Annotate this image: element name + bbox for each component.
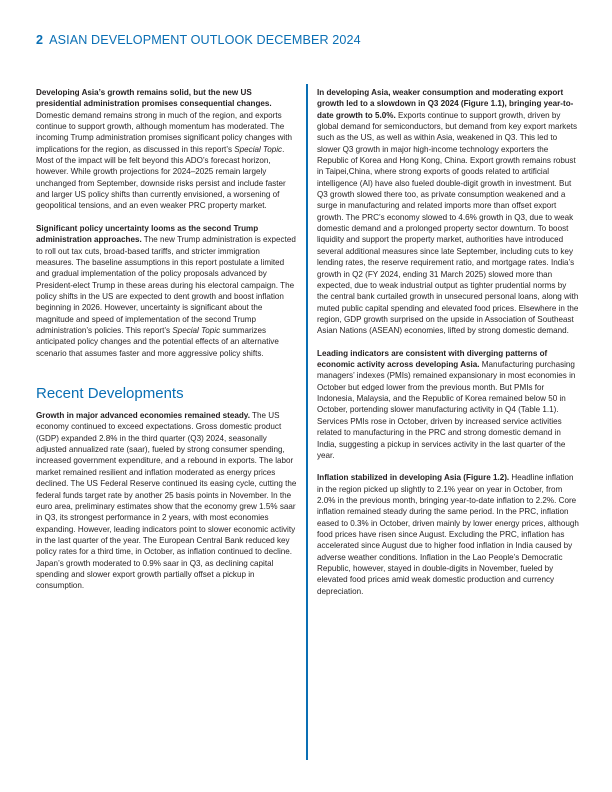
paragraph-lead: Inflation stabilized in developing Asia (Figure 1.2).	[317, 473, 510, 483]
paragraph-body: Headline inflation in the region picked up slightly to 2.1% year on year in October, from 2.0% in the previous month, bringing year-to-date inflation to 2.2%. Core inflation remained steady during the same period. In the PRC, inflation eased to 0.3% in October, driven mainly by lower energy prices, although food prices have risen since August. Excluding the PRC, inflation has accelerated since August due to higher food inflation in India caused by adverse weather conditions. Inflation in the Lao People’s Democratic Republic, however, stayed in double-digits in November, fueled by elevated food prices amid weak domestic production and currency depreciation.	[317, 473, 579, 596]
paragraph-body: The US economy continued to exceed expectations. Gross domestic product (GDP) expanded 2.8% in the third quarter (Q3) 2024, seasonally adjusted annualized rate (saar), fueled by strong consumer spending, increased government expenditure, and a rebound in exports. The labor market remained resilient and inflation moderated as energy prices declined. The US Federal Reserve continued its easing cycle, cutting the federal funds target rate by another 25 basis points in November. In the euro area, preliminary estimates show that the economy grew 1.5% saar in Q3, its strongest performance in 2 years, with most economies expanding. However, leading indicators point to slower economic activity in the last quarter of the year. The European Central Bank reduced key policy rates for a third time, in October, as inflation continued to decline. Japan’s growth moderated to 0.9% saar in Q3, as declining capital spending and slower export growth partially offset a pickup in consumption.	[36, 411, 297, 591]
paragraph-lead: Significant policy uncertainty looms as the second Trump administration approaches.	[36, 223, 259, 245]
running-header	[36, 33, 361, 47]
left-column	[36, 87, 298, 603]
paragraph-lead: In developing Asia, weaker consumption and moderating export growth led to a slowdown in Q3 2024 (Figure 1.1), bringing year-to-date growth to 5.0%.	[317, 88, 574, 120]
paragraph-leading-indicators	[317, 348, 579, 461]
paragraph-lead: Developing Asia’s growth remains solid, but the new US presidential administration promises consequential changes.	[36, 88, 272, 109]
publication-title: ASIAN DEVELOPMENT OUTLOOK DECEMBER 2024	[49, 33, 361, 47]
paragraph-developing-asia-slowdown	[317, 87, 579, 337]
paragraph-advanced-economies	[36, 410, 298, 592]
page-number: 2	[36, 33, 44, 47]
column-divider	[306, 84, 308, 760]
paragraph-inflation	[317, 472, 579, 597]
paragraph-lead: Growth in major advanced economies remained steady.	[36, 411, 250, 421]
paragraph-body: Domestic demand remains strong in much of the region, and exports continue to support growth, although momentum has moderated. The incoming Trump administration promises significant policy changes with implications for the region, as discussed in this report’s	[36, 110, 292, 154]
special-topic-reference: Special Topic	[234, 144, 283, 154]
paragraph-growth-solid	[36, 87, 298, 212]
paragraph-body: Manufacturing purchasing managers’ indexes (PMIs) remained expansionary in most economies in October but edged lower from the previous month. But PMIs for Indonesia, Malaysia, and the Republic of Korea remained below 50 in October, portending slower manufacturing activity in Q4 (Table 1.1). Services PMIs rose in October, driven by increased service activities related to manufacturing in the PRC and strong domestic demand in India, suggesting a pickup in services activity in the last quarter of the year.	[317, 360, 576, 460]
paragraph-body: The new Trump administration is expected to roll out tax cuts, broad-based tariffs, and stricter immigration measures. The baseline assumptions in this report postulate a limited and gradual implementation of the policy proposals advanced by President-elect Trump in these areas during his electoral campaign. The policy shifts in the US are expected to dent growth and boost inflation beginning in 2026. However, uncertainty is significant about the magnitude and speed of implementation of the second Trump administration’s policies. This report’s	[36, 235, 296, 336]
paragraph-lead: Leading indicators are consistent with diverging patterns of economic activity across developing Asia.	[317, 348, 548, 370]
paragraph-body: . Most of the impact will be felt beyond this ADO’s forecast horizon, however. While growth projections for 2024–2025 remain largely unchanged from September, downside risks persist and include faster and larger US policy shifts than currently envisioned, a worsening of geopolitical tensions, and an even weaker PRC property market.	[36, 144, 286, 211]
paragraph-body: Exports continue to support growth, driven by global demand for semiconductors, but demand from key export markets such as the US, as well as within Asia, weakened in Q3. This led to slower Q3 growth in major high-income technology exporters the Republic of Korea and Hong Kong, China. Export growth remains robust in Taipei,China, where strong exports of goods related to artificial intelligence (AI) have also fueled double-digit growth in investment. But Q3 growth slowed there too, as private consumption weakened and a surge in manufacturing and related imports more than offset export growth. The PRC’s economy slowed to 4.6% growth in Q3, due to weak domestic demand and a prolonged property sector downturn. To boost liquidity and support the property market, authorities have introduced several additional measures since late September, including cuts to key lending rates, the reserve requirement ratio, and mortgage rates. India’s growth in Q2 (FY 2024, ending 31 March 2025) slowed more than expected, due to weak industrial output as tighter prudential norms by the central bank curtailed growth in unsecured personal loans, along with muted public capital spending and elevated food prices. Elsewhere in the region, GDP growth surprised on the upside in Association of Southeast Asian Nations (ASEAN) economies, lifted by strong domestic demand.	[317, 110, 579, 336]
special-topic-reference: Special Topic	[172, 326, 221, 336]
right-column	[317, 87, 579, 608]
paragraph-policy-uncertainty	[36, 223, 298, 359]
section-heading: Recent Developments	[36, 385, 184, 403]
paragraph-body: summarizes anticipated policy changes and the potential effects of an alternative scenario that assumes faster and more aggressive policy shifts.	[36, 326, 279, 358]
